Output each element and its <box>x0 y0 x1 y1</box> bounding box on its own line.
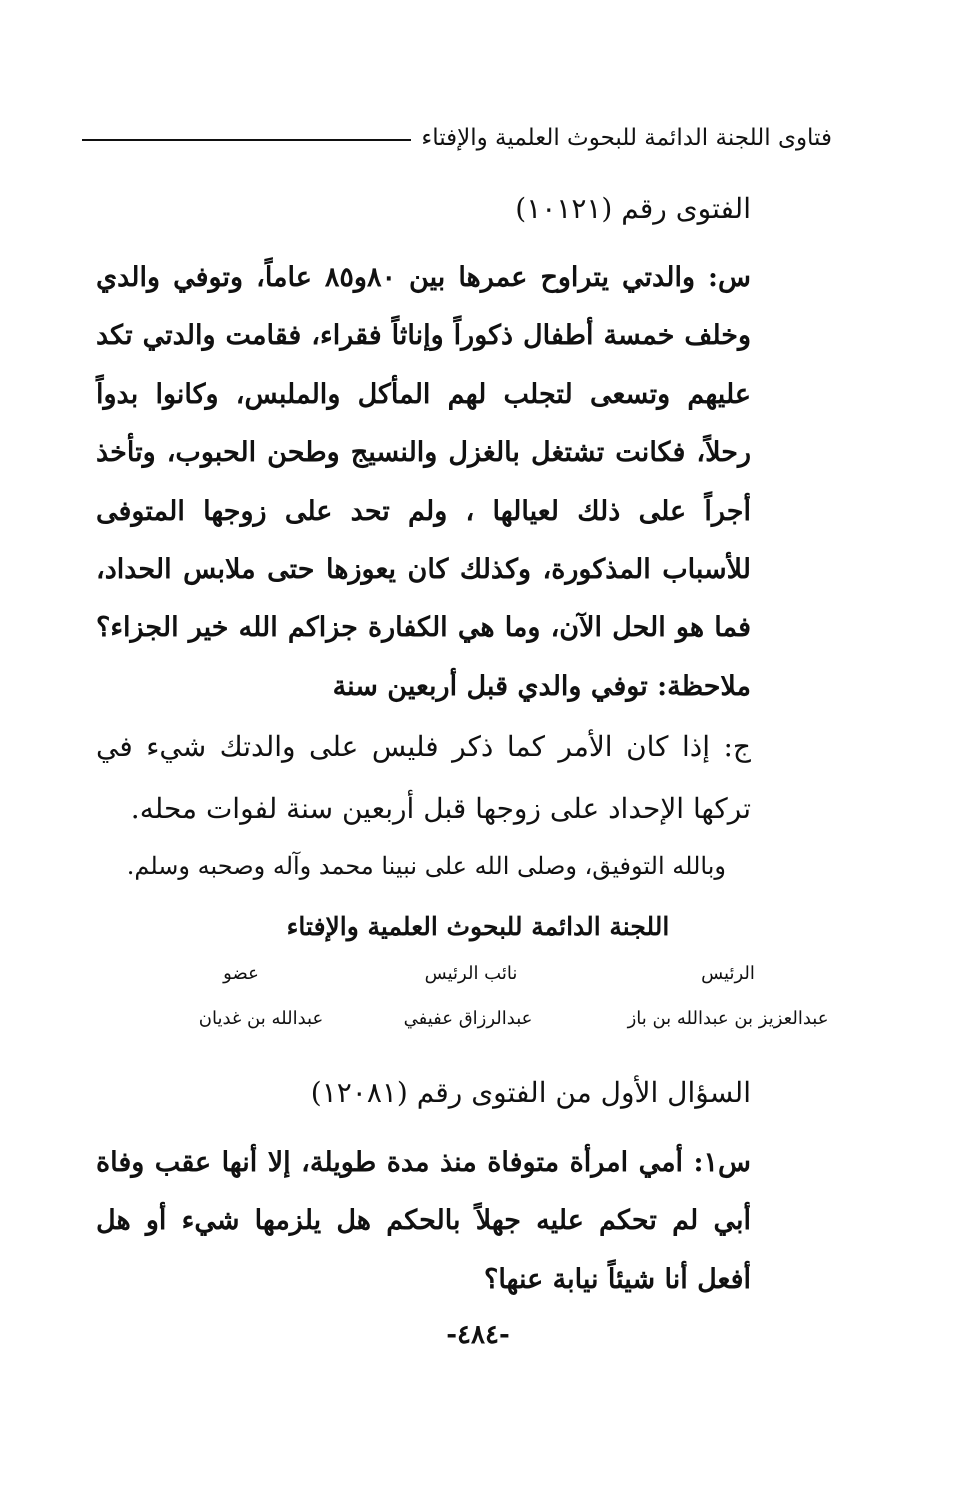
fatwa-1-closing: وبالله التوفيق، وصلى الله على نبينا محمد وآله وصحبه وسلم. <box>126 852 726 880</box>
member-role-president: الرئيس <box>701 963 755 984</box>
fatwa-2-heading: السؤال الأول من الفتوى رقم (١٢٠٨١) <box>310 1076 751 1109</box>
committee-name: اللجنة الدائمة للبحوث العلمية والإفتاء <box>286 912 670 941</box>
fatwa-1-heading: الفتوى رقم (١٠١٢١) <box>515 192 751 225</box>
member-name-vice-president: عبدالرزاق عفيفي <box>403 1008 533 1029</box>
member-name-president: عبدالعزيز بن عبدالله بن باز <box>627 1008 829 1029</box>
running-head <box>82 118 832 158</box>
running-head-rule <box>82 139 411 141</box>
fatwa-1-answer: ج: إذا كان الأمر كما ذكر فليس على والدتك شيء في تركها الإحداد على زوجها قبل أربعين سنة لفوات محله. <box>96 730 751 825</box>
member-role-member: عضو <box>223 963 259 984</box>
running-head-title: فتاوى اللجنة الدائمة للبحوث العلمية والإفتاء <box>421 125 832 151</box>
member-role-vice-president: نائب الرئيس <box>424 963 518 984</box>
fatwa-2-question: س١: أمي امرأة متوفاة منذ مدة طويلة، إلا أنها عقب وفاة أبي لم تحكم عليه جهلاً بالحكم هل يلزمها شيء أو هل أفعل أنا شيئاً نيابة عنها؟ <box>96 1147 751 1295</box>
page-number: -٤٨٤- <box>446 1320 510 1350</box>
member-name-member: عبدالله بن غديان <box>198 1008 324 1029</box>
fatwa-1-question: س: والدتي يتراوح عمرها بين ٨٠و٨٥ عاماً، وتوفي والدي وخلف خمسة أطفال ذكوراً وإناثاً فقراء، فقامت والدتي تكد عليهم وتسعى لتجلب لهم المأكل والملبس، وكانوا بدواً رحلاً، فكانت تشتغل بالغزل والنسيج وطحن الحبوب، وتأخذ أجراً على ذلك لعيالها ، ولم تحد على زوجها المتوفى للأسباب المذكورة، وكذلك كان يعوزها حتى ملابس الحداد، فما هو الحل الآن، وما هي الكفارة جزاكم الله خير الجزاء؟ ملاحظة: توفي والدي قبل أربعين سنة <box>96 262 751 702</box>
